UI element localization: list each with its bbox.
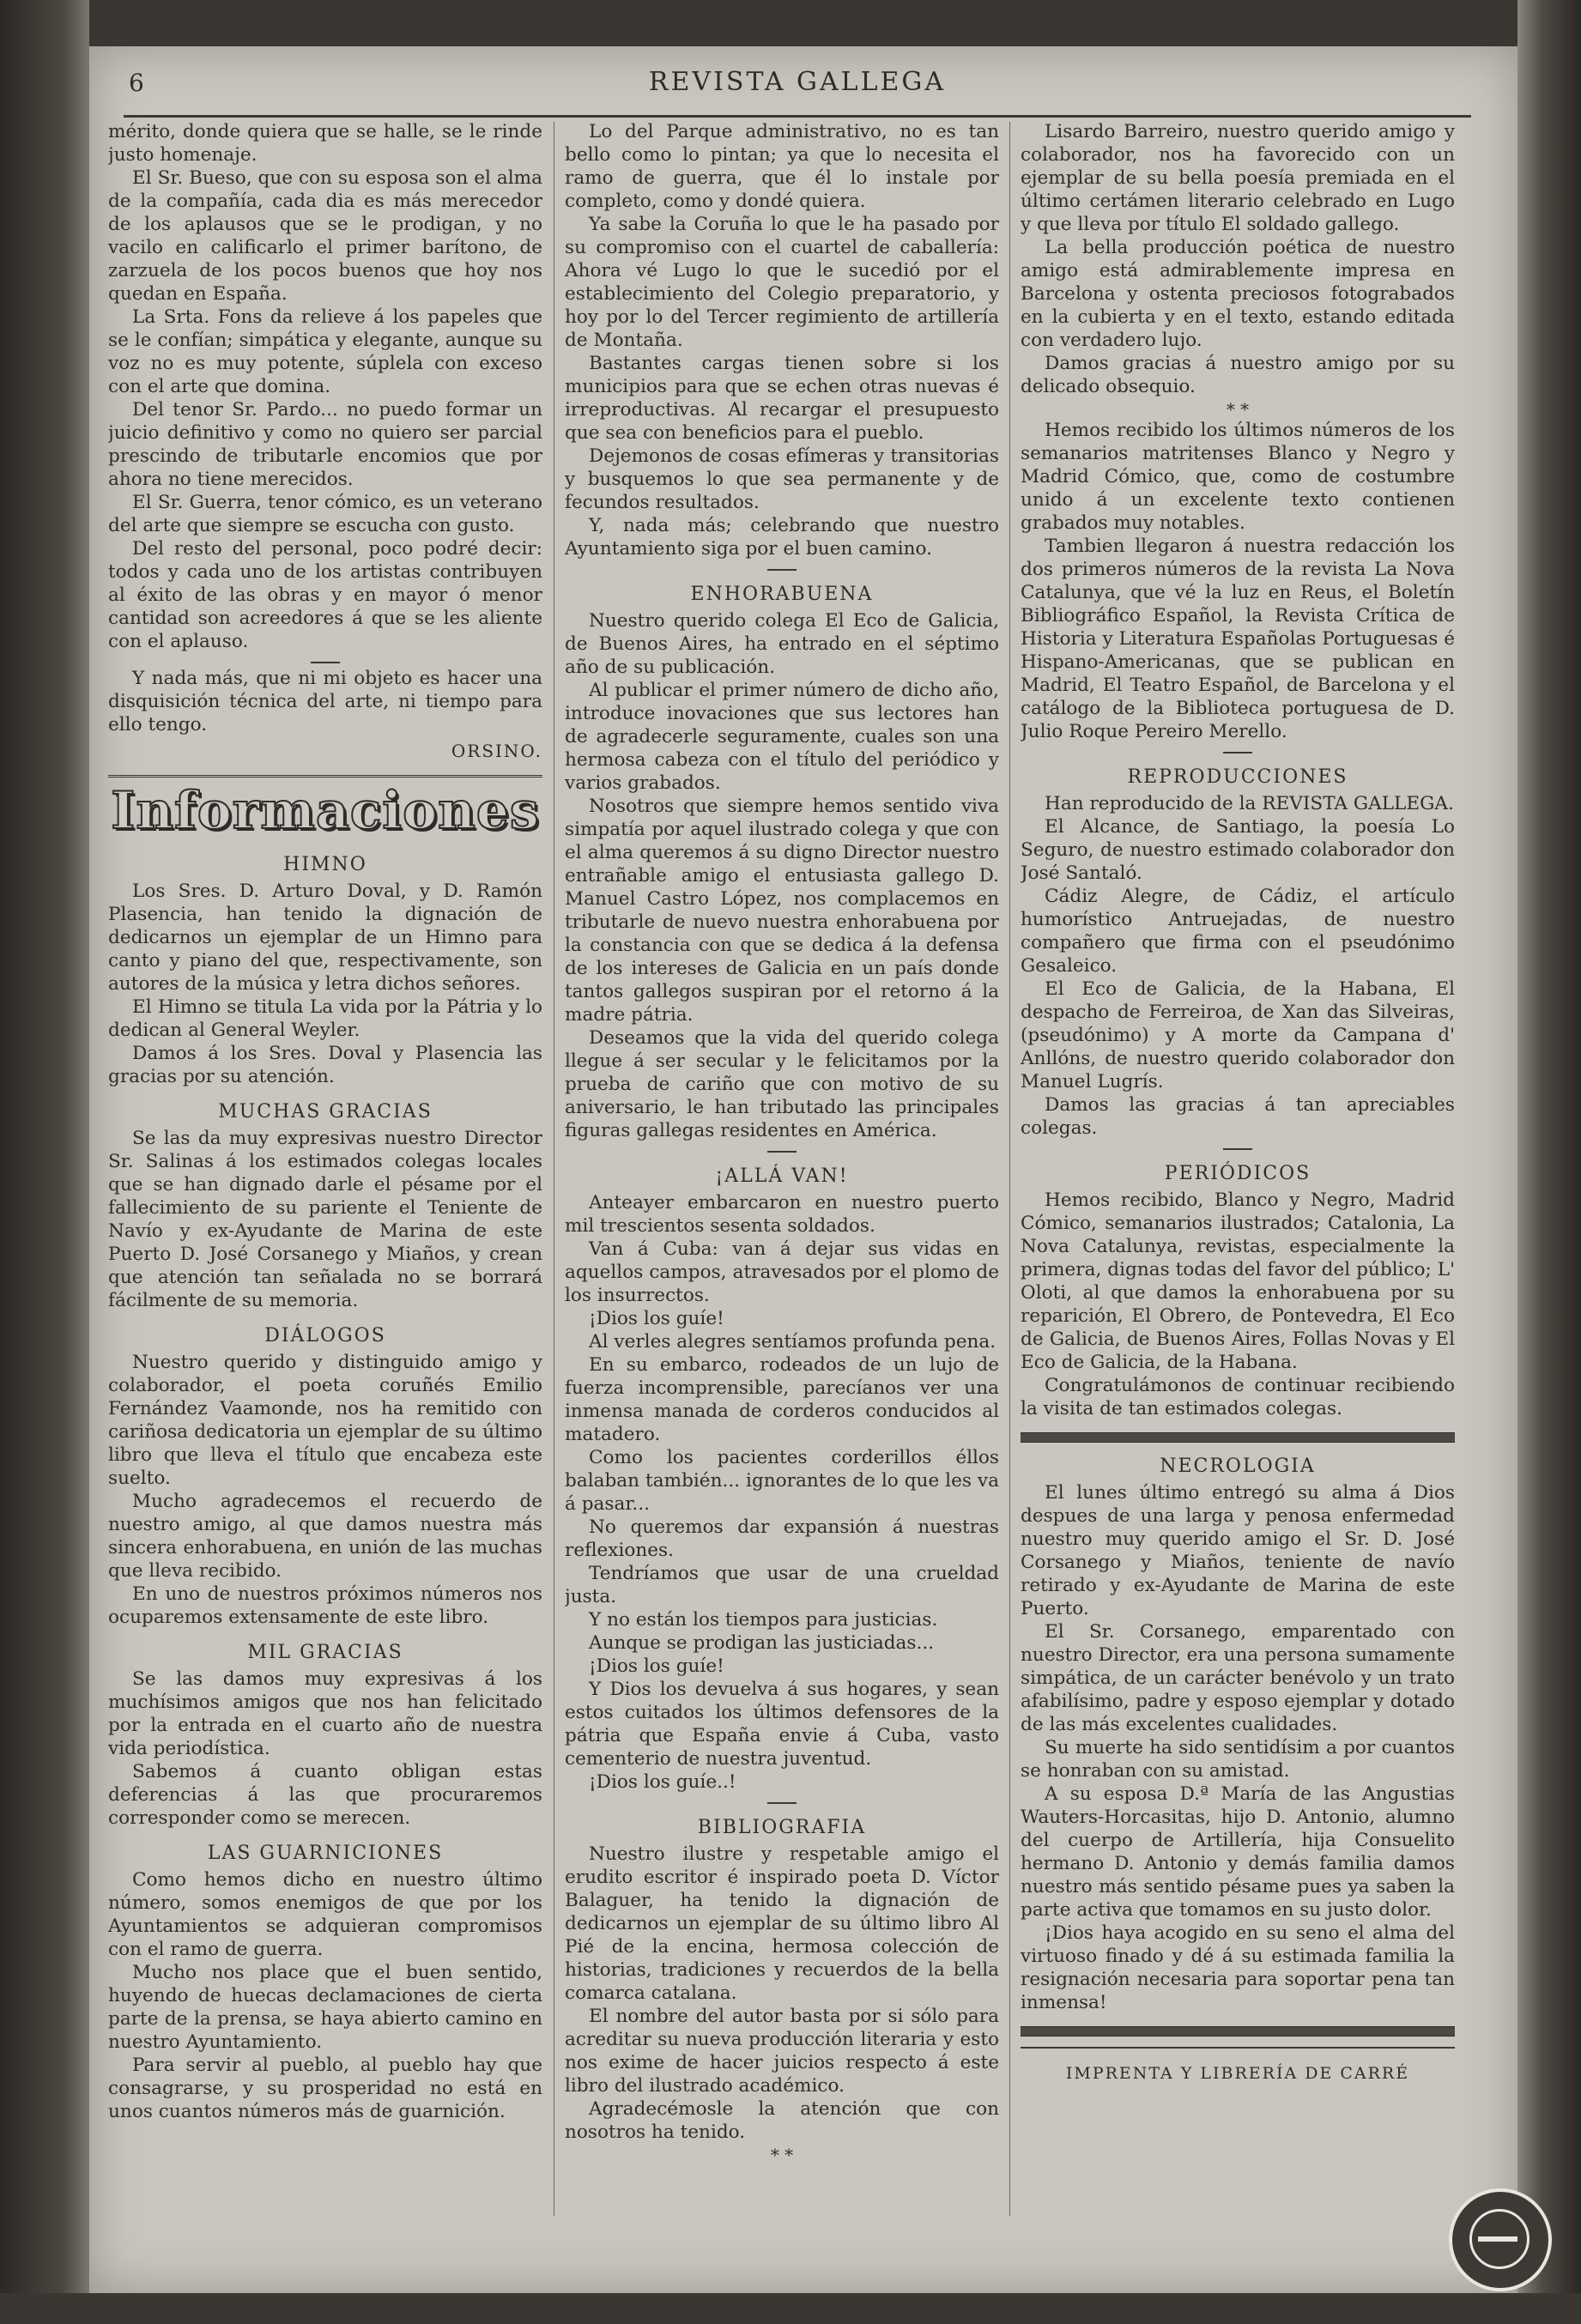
- column-right: [1021, 120, 1455, 2248]
- paragraph: Ya sabe la Coruña lo que le ha pasado por su compromiso con el cuartel de caballería: Ahora vé Lugo lo que le sucedió por el establecimiento del Colegio preparatorio, y hoy por lo del Tercer regimiento de artillería de Montaña.: [565, 214, 999, 351]
- separator-dash: [1223, 752, 1252, 753]
- article-signature: ORSINO.: [451, 741, 542, 761]
- paragraph: Nuestro querido y distinguido amigo y colaborador, el poeta coruñés Emilio Fernández Vaamonde, nos ha remitido con cariñosa dedicatoria un ejemplar de su último libro que lleva el título que encabeza este suelto.: [108, 1352, 542, 1489]
- paragraph: Se las damos muy expresivas á los muchísimos amigos que nos han felicitado por la entrada en el cuarto año de nuestra vida periodística.: [108, 1668, 542, 1759]
- paragraph: El Sr. Guerra, tenor cómico, es un veterano del arte que siempre se escucha con gusto.: [108, 492, 542, 536]
- separator-dash: [311, 662, 340, 663]
- paragraph: Mucho agradecemos el recuerdo de nuestro amigo, al que damos nuestra más sincera enhorabuena, en unión de las muchas que lleva recibido.: [108, 1491, 542, 1582]
- paragraph: La Srta. Fons da relieve á los papeles que se le confían; simpática y elegante, aunque su voz no es muy potente, súplela con exceso con el arte que domina.: [108, 306, 542, 397]
- article-heading: MUCHAS GRACIAS: [218, 1101, 433, 1123]
- paragraph: Damos las gracias á tan apreciables colegas.: [1021, 1094, 1455, 1139]
- article-heading: BIBLIOGRAFIA: [697, 1817, 867, 1838]
- paragraph: El nombre del autor basta por si sólo para acreditar su nueva producción literaria y esto nos exime de hacer juicios respecto á este libro del ilustrado académico.: [565, 2006, 999, 2097]
- article-heading: PERIÓDICOS: [1164, 1163, 1311, 1184]
- asterism: * *: [1226, 399, 1250, 420]
- paragraph: Y, nada más; celebrando que nuestro Ayuntamiento siga por el buen camino.: [565, 515, 999, 560]
- article-heading: REPRODUCCIONES: [1127, 766, 1348, 788]
- section-title: Informaciones: [108, 775, 542, 841]
- paragraph: Tendríamos que usar de una crueldad justa.: [565, 1563, 999, 1607]
- thin-rule: [1021, 2047, 1455, 2049]
- paragraph: Nosotros que siempre hemos sentido viva simpatía por aquel ilustrado colega y que con el alma queremos á su digno Director nuestro entrañable amigo el entusiasta gallego D. Manuel Castro López, nos complacemos en tributarle de nuevo nuestra enhorabuena por la constancia con que se dedica á la defensa de los intereses de Galicia en un país donde tantos gallegos suspiran por el retorno á la madre pátria.: [565, 796, 999, 1026]
- paragraph: El Sr. Corsanego, emparentado con nuestro Director, era una persona sumamente simpática, de un carácter benévolo y un trato afabilísimo, padre y esposo ejemplar y dotado de las más excelentes cualidades.: [1021, 1621, 1455, 1735]
- paragraph: Lo del Parque administrativo, no es tan bello como lo pintan; ya que lo necesita el ramo de guerra, que él lo instale por completo, como y dondé quiera.: [565, 121, 999, 212]
- paragraph: Al publicar el primer número de dicho año, introduce inovaciones que sus lectores han de agradecerle seguramente, cuales son una hermosa cabeza con el título del periódico y varios grabados.: [565, 680, 999, 794]
- paragraph: En uno de nuestros próximos números nos ocuparemos extensamente de este libro.: [108, 1583, 542, 1628]
- paragraph: Hemos recibido los últimos números de los semanarios matritenses Blanco y Negro y Madrid Cómico, que, como de costumbre unido á un excelente texto contienen grabados muy notables.: [1021, 420, 1455, 534]
- paragraph: Bastantes cargas tienen sobre si los municipios para que se echen otras nuevas é irreproductivas. Al recargar el presupuesto que sea con beneficios para el pueblo.: [565, 353, 999, 444]
- paragraph: Al verles alegres sentíamos profunda pena.: [589, 1331, 996, 1353]
- column-middle: [565, 120, 999, 2248]
- paragraph: Anteayer embarcaron en nuestro puerto mil trescientos sesenta soldados.: [565, 1192, 999, 1237]
- paragraph: ¡Dios los guíe..!: [589, 1771, 736, 1793]
- printer-imprint: IMPRENTA Y LIBRERÍA DE CARRÉ: [1065, 2064, 1410, 2083]
- paragraph: Congratulámonos de continuar recibiendo la visita de tan estimados colegas.: [1021, 1375, 1455, 1419]
- article-heading: ENHORABUENA: [690, 584, 874, 605]
- newspaper-page: [89, 46, 1517, 2293]
- paragraph: Tambien llegaron á nuestra redacción los dos primeros números de la revista La Nova Catalunya, que vé la luz en Reus, el Boletín Bibliográfico Español, la Revista Crítica de Historia y Literatura Españolas Portuguesas é Hispano-Americanas, que se publican en Madrid, El Teatro Español, de Barcelona y el catálogo de la Biblioteca portuguesa de D. Julio Roque Pereiro Merello.: [1021, 536, 1455, 742]
- running-title: REVISTA GALLEGA: [648, 67, 947, 97]
- page-header: [124, 65, 1471, 118]
- article-heading: DIÁLOGOS: [264, 1325, 386, 1347]
- scan-bottom-edge: [0, 2293, 1581, 2324]
- paragraph: Aunque se prodigan las justiciadas...: [589, 1632, 935, 1654]
- paragraph: Como hemos dicho en nuestro último número, somos enemigos de que por los Ayuntamientos se adquieran compromisos con el ramo de guerra.: [108, 1869, 542, 1960]
- paragraph: Dejemonos de cosas efímeras y transitorias y busquemos lo que sea permanente y de fecundos resultados.: [565, 445, 999, 513]
- paragraph: Van á Cuba: van á dejar sus vidas en aquellos campos, atravesados por el plomo de los insurrectos.: [565, 1238, 999, 1306]
- paragraph: Y nada más, que ni mi objeto es hacer una disquisición técnica del arte, ni tiempo para ello tengo.: [108, 668, 542, 735]
- paragraph: Y no están los tiempos para justicias.: [589, 1609, 938, 1631]
- paragraph: No queremos dar expansión á nuestras reflexiones.: [565, 1516, 999, 1561]
- paragraph: Como los pacientes corderillos éllos balaban también... ignorantes de lo que les va á pasar...: [565, 1447, 999, 1515]
- library-stamp-icon: [1449, 2188, 1552, 2291]
- paragraph: Agradecémosle la atención que con nosotros ha tenido.: [565, 2098, 999, 2143]
- paragraph: Deseamos que la vida del querido colega llegue á ser secular y le felicitamos por la prueba de cariño que con motivo de su aniversario, le han tributado las principales figuras gallegas residentes en América.: [565, 1027, 999, 1141]
- paragraph: ¡Dios los guíe!: [589, 1308, 724, 1329]
- paragraph: mérito, donde quiera que se halle, se le rinde justo homenaje.: [108, 121, 542, 166]
- thick-rule: [1021, 1432, 1455, 1443]
- paragraph: Nuestro querido colega El Eco de Galicia, de Buenos Aires, ha entrado en el séptimo año de su publicación.: [565, 610, 999, 678]
- article-heading: NECROLOGIA: [1160, 1456, 1316, 1477]
- paragraph: El Alcance, de Santiago, la poesía Lo Seguro, de nuestro estimado colaborador don José Santaló.: [1021, 816, 1455, 884]
- paragraph: Damos á los Sres. Doval y Plasencia las gracias por su atención.: [108, 1043, 542, 1087]
- column-rule: [1009, 122, 1010, 2216]
- paragraph: El Eco de Galicia, de la Habana, El despacho de Ferreiroa, de Xan das Silveiras, (pseudónimo) y A morte da Campana d' Anllóns, de nuestro querido colaborador don Manuel Lugrís.: [1021, 978, 1455, 1092]
- paragraph: Del resto del personal, poco podré decir: todos y cada uno de los artistas contribuyen al éxito de las obras y en mayor ó menor cantidad son acreedores á que se les aliente con el aplauso.: [108, 538, 542, 652]
- separator-dash: [767, 1802, 797, 1804]
- scan-right-edge: [1517, 0, 1581, 2324]
- paragraph: Para servir al pueblo, al pueblo hay que consagrarse, y su prosperidad no está en unos cuantos números más de guarnición.: [108, 2055, 542, 2122]
- paragraph: ¡Dios haya acogido en su seno el alma del virtuoso finado y dé á su estimada familia la resignación necesaria para soportar pena tan inmensa!: [1021, 1922, 1455, 2013]
- paragraph: Lisardo Barreiro, nuestro querido amigo y colaborador, nos ha favorecido con un ejemplar de su bella poesía premiada en el último certámen literario celebrado en Lugo y que lleva por título El soldado gallego.: [1021, 121, 1455, 235]
- paragraph: Hemos recibido, Blanco y Negro, Madrid Cómico, semanarios ilustrados; Catalonia, La Nova Catalunya, revistas, especialmente la primera, dignas todas del favor del público; L' Oloti, al que damos la enhorabuena por su reparición, El Obrero, de Pontevedra, El Eco de Galicia, de Buenos Aires, Follas Novas y El Eco de Galicia, de la Habana.: [1021, 1189, 1455, 1373]
- paragraph: Nuestro ilustre y respetable amigo el erudito escritor é inspirado poeta D. Víctor Balaguer, ha tenido la dignación de dedicarnos un ejemplar de su último libro Al Pié de la encina, hermosa colección de historias, tradiciones y recuerdos de la bella comarca catalana.: [565, 1843, 999, 2004]
- paragraph: Sabemos á cuanto obligan estas deferencias á las que procuraremos corresponder como se merecen.: [108, 1761, 542, 1829]
- article-heading: ¡ALLÁ VAN!: [715, 1165, 849, 1187]
- paragraph: Y Dios los devuelva á sus hogares, y sean estos cuitados los últimos defensores de la pátria que España envie á Cuba, vasto cementerio de nuestra juventud.: [565, 1679, 999, 1770]
- paragraph: El Himno se titula La vida por la Pátria y lo dedican al General Weyler.: [108, 996, 542, 1041]
- paragraph: Cádiz Alegre, de Cádiz, el artículo humorístico Antruejadas, de nuestro compañero que firma con el pseudónimo Gesaleico.: [1021, 886, 1455, 977]
- paragraph: Su muerte ha sido sentidísim a por cuantos se honraban con su amistad.: [1021, 1737, 1455, 1782]
- paragraph: En su embarco, rodeados de un lujo de fuerza incomprensible, parecíanos ver una inmensa manada de corderos conducidos al matadero.: [565, 1354, 999, 1445]
- paragraph: Del tenor Sr. Pardo... no puedo formar un juicio definitivo y como no quiero ser parcial prescindo de tributarle encomios que por ahora no tiene merecidos.: [108, 399, 542, 490]
- scan-left-edge: [0, 0, 89, 2324]
- column-left: [108, 120, 542, 2248]
- paragraph: El lunes último entregó su alma á Dios despues de una larga y penosa enfermedad nuestro muy querido amigo el Sr. D. José Corsanego y Miaños, teniente de navío retirado y ex-Ayudante de Marina de este Puerto.: [1021, 1482, 1455, 1619]
- separator-dash: [767, 1151, 797, 1153]
- separator-dash: [1223, 1148, 1252, 1150]
- article-heading: LAS GUARNICIONES: [207, 1843, 444, 1864]
- asterism: * *: [770, 2145, 794, 2165]
- article-heading: HIMNO: [283, 854, 367, 875]
- paragraph: Mucho nos place que el buen sentido, huyendo de huecas declamaciones de cierta parte de la prensa, se haya abierto camino en nuestro Ayuntamiento.: [108, 1962, 542, 2053]
- paragraph: Han reproducido de la REVISTA GALLEGA.: [1045, 793, 1454, 814]
- paragraph: ¡Dios los guíe!: [589, 1655, 724, 1677]
- paragraph: La bella producción poética de nuestro amigo está admirablemente impresa en Barcelona y ostenta preciosos fotograbados en la cubierta y en el texto, estando editada con verdadero lujo.: [1021, 237, 1455, 351]
- thick-rule: [1021, 2026, 1455, 2037]
- paragraph: A su esposa D.ª María de las Angustias Wauters-Horcasitas, hijo D. Antonio, alumno del cuerpo de Artillería, hija Consuelito hermano D. Antonio y demás familia damos nuestro más sentido pésame pues ya saben la parte activa que tomamos en su justo dolor.: [1021, 1783, 1455, 1921]
- paragraph: Damos gracias á nuestro amigo por su delicado obsequio.: [1021, 353, 1455, 397]
- separator-dash: [767, 569, 797, 571]
- page-number: 6: [129, 69, 144, 97]
- paragraph: Se las da muy expresivas nuestro Director Sr. Salinas á los estimados colegas locales que se han dignado darle el pésame por el fallecimiento de su pariente el Teniente de Navío y ex-Ayudante de Marina de este Puerto D. José Corsanego y Miaños, y crean que atención tan señalada no se borrará fácilmente de su memoria.: [108, 1128, 542, 1311]
- stamp-bar: [1478, 2236, 1517, 2242]
- article-heading: MIL GRACIAS: [247, 1642, 403, 1663]
- paragraph: El Sr. Bueso, que con su esposa son el alma de la compañía, cada dia es más merecedor de los aplausos que se le prodigan, y no vacilo en calificarlo el primer barítono, de zarzuela de los pocos buenos que hoy nos quedan en España.: [108, 167, 542, 305]
- paragraph: Los Sres. D. Arturo Doval, y D. Ramón Plasencia, han tenido la dignación de dedicarnos un ejemplar de un Himno para canto y piano del que, respectivamente, son autores de la música y letra dichos señores.: [108, 881, 542, 995]
